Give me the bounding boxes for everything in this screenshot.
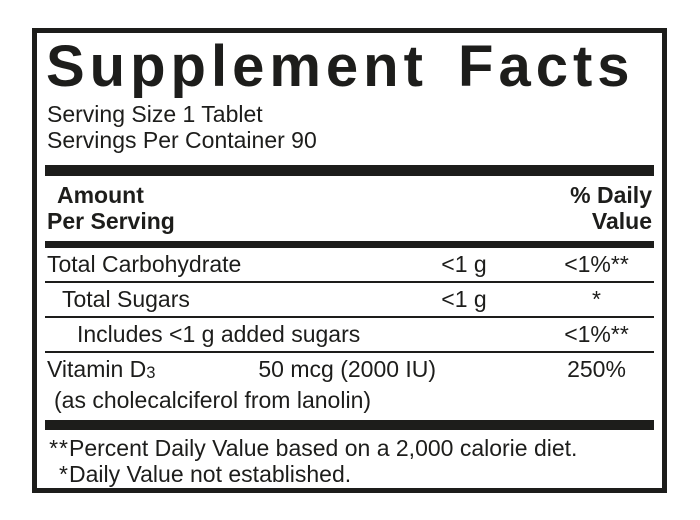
nutrient-amount: <1 g (441, 286, 487, 313)
amount-header-line1: Amount (57, 182, 144, 209)
footnote-marker: * (59, 461, 69, 488)
serving-size-line: Serving Size 1 Tablet (47, 101, 263, 128)
footnote-daily-value-not-established (45, 461, 654, 487)
column-header-row (45, 182, 654, 234)
vitamin-d-subscript: 3 (146, 363, 156, 383)
table-row-total-carbohydrate (45, 248, 654, 283)
nutrient-daily-value: <1%** (564, 251, 629, 278)
dv-header-line2: Value (591, 208, 652, 235)
amount-header-line2: Per Serving (47, 208, 175, 235)
table-row-total-sugars (45, 283, 654, 318)
supplement-facts-panel (32, 28, 667, 493)
footnotes (45, 435, 654, 487)
divider-thick-header (45, 241, 654, 248)
table-row-vitamin-d3 (45, 353, 654, 416)
footnote-marker: ** (49, 435, 69, 462)
panel-title: Supplement Facts (46, 34, 635, 99)
nutrient-daily-value: * (592, 286, 601, 313)
vitamin-d3-main-line (45, 354, 654, 387)
dv-header-line1: % Daily (570, 182, 652, 209)
nutrient-label: Vitamin D3 (47, 356, 156, 383)
vitamin-d3-source-line: (as cholecalciferol from lanolin) (54, 387, 372, 414)
daily-value-column-header (570, 182, 652, 234)
divider-thick-top (45, 165, 654, 176)
table-row-added-sugars (45, 318, 654, 353)
footnote-percent-daily-value (45, 435, 654, 461)
nutrient-label: Total Carbohydrate (47, 251, 242, 278)
nutrient-label: Includes <1 g added sugars (77, 321, 361, 348)
serving-info (45, 101, 654, 153)
nutrient-daily-value: <1%** (564, 321, 629, 348)
nutrient-label: Total Sugars (62, 286, 190, 313)
nutrient-amount: 50 mcg (2000 IU) (258, 356, 437, 383)
divider-thick-bottom (45, 420, 654, 430)
amount-column-header (45, 182, 175, 234)
footnote-text: Percent Daily Value based on a 2,000 calorie diet. (69, 435, 578, 462)
nutrient-amount: <1 g (441, 251, 487, 278)
nutrient-daily-value: 250% (567, 356, 626, 383)
footnote-text: Daily Value not established. (69, 461, 352, 488)
servings-per-container-line: Servings Per Container 90 (47, 127, 317, 154)
